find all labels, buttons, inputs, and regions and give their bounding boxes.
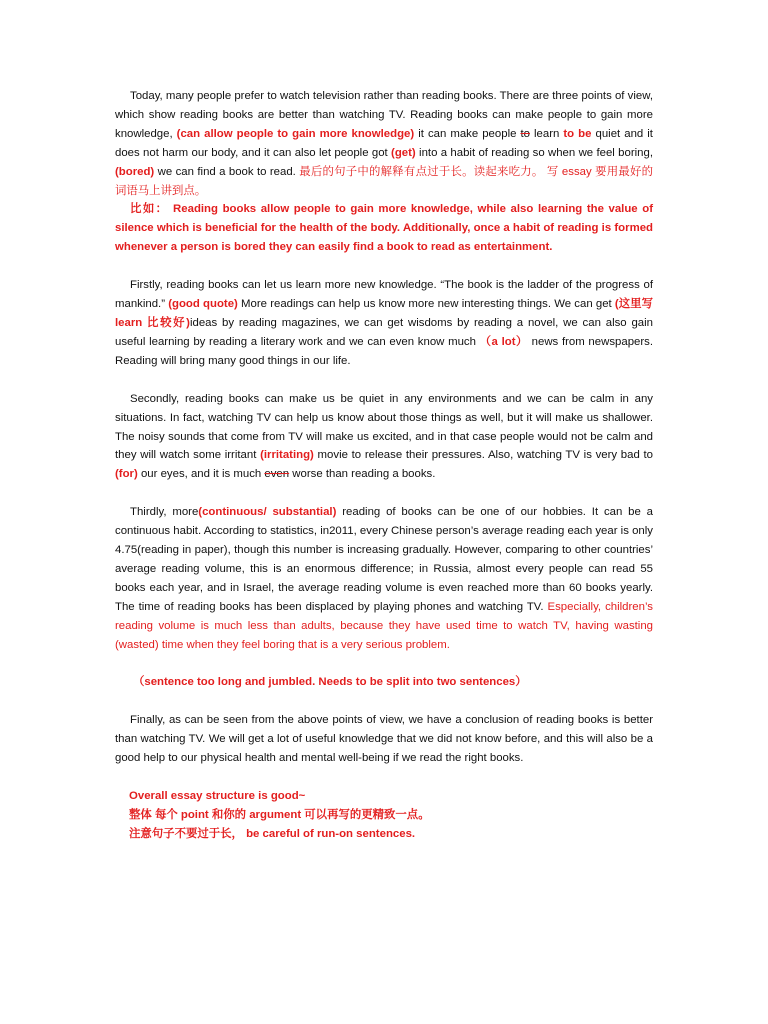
paragraph-finally: Finally, as can be seen from the above points of view, we have a conclusion of reading books is better than watching TV. We will get a lot of useful knowledge that we did not know before, and this will also be a good help to our physical health and mental well-being if we read the right books.: [115, 714, 653, 765]
text-run: learn: [529, 127, 564, 140]
text-run: movie to release their pressures. Also, watching TV is very bad to: [313, 449, 653, 462]
summary-line: 注意句子不要过于长， be careful of run-on sentences.: [129, 828, 416, 841]
strikethrough-word: to: [520, 127, 530, 140]
paragraph-secondly: [115, 390, 653, 485]
teacher-comment: 最后的句子中的解释有点过于长。读起来吃力。 写 essay 要用最好的词语马上讲到点。: [115, 165, 653, 197]
correction: (can allow people to gain more knowledge): [176, 127, 415, 140]
correction: (irritating): [260, 449, 314, 462]
essay-page: [115, 87, 653, 844]
correction: (bored): [115, 165, 155, 178]
correction: (good quote): [168, 298, 238, 311]
text-run: Today, many people prefer to watch television rather than reading books. There are three points of view, which show reading books are better than watching TV. Reading books can make people to gain more knowledge,: [115, 90, 653, 140]
text-run: ideas by reading magazines, we can get wisdoms by reading a novel, we can also gain useful learning by reading a literary work and we can even know much: [115, 316, 653, 348]
paragraph-firstly: [115, 276, 653, 371]
correction: Especially, children’s reading volume is much less than adults, because they have used time to watch TV, having wasting (wasted) time when they feel boring that is a very serious problem.: [115, 600, 653, 651]
correction: (for): [115, 468, 138, 481]
correction: (get): [391, 146, 416, 159]
teacher-note: （sentence too long and jumbled. Needs to be split into two sentences）: [133, 676, 527, 689]
example-rewrite: 比如： Reading books allow people to gain more knowledge, while also learning the value of silence which is beneficial for the health of the body. Additionally, once a habit of reading is formed whenever a person is bored they can easily find a book to read as entertainment.: [115, 203, 653, 254]
text-run: into a habit of reading so when we feel boring,: [415, 146, 653, 159]
paragraph-thirdly: [115, 503, 653, 654]
correction: (这里写 learn 比较好): [115, 298, 653, 329]
text-run: our eyes, and it is much: [137, 468, 265, 481]
summary-line: 整体 每个 point 和你的 argument 可以再写的更精致一点。: [129, 809, 430, 822]
summary-line: Overall essay structure is good~: [129, 790, 306, 803]
text-run: reading of books can be one of our hobbies. It can be a continuous habit. According to statistics, in2011, every Chinese person’s average reading each year is only 4.75(reading in paper), though this number is increasing gradually. However, comparing to other countries’ average reading volume, this is an enormous difference; in Russia, almost every people can read 55 books each year, and in Israel, the average reading volume is even reached more than 60 books yearly. The time of reading books has been displaced by playing phones and watching TV.: [115, 506, 653, 613]
text-run: worse than reading a books.: [289, 468, 436, 481]
correction: (continuous/ substantial): [198, 506, 337, 519]
text-run: it can make people: [414, 127, 521, 140]
text-run: Thirdly, more: [130, 506, 199, 519]
text-run: news from newspapers. Reading will bring many good things in our life.: [115, 335, 654, 367]
text-run: Firstly, reading books can let us learn more new knowledge. “The book is the ladder of the progress of mankind.”: [115, 279, 653, 311]
correction: （a lot）: [479, 335, 528, 348]
paragraph-intro: [115, 87, 653, 200]
strikethrough-word: even: [264, 468, 290, 481]
text-run: More readings can help us know more new interesting things. We can get: [237, 298, 615, 311]
text-run: Secondly, reading books can make us be quiet in any environments and we can be calm in any situations. In fact, watching TV can help us know about those things as well, but it will make us shallower. The noisy sounds that come from TV will make us excited, and in that case people would not be calm and they will watch some irritant: [115, 392, 653, 462]
text-run: we can find a book to read.: [154, 165, 300, 178]
text-run: quiet and it does not harm our body, and it can also let people got: [115, 127, 653, 159]
correction: to be: [563, 127, 592, 140]
teacher-summary: [115, 787, 653, 844]
